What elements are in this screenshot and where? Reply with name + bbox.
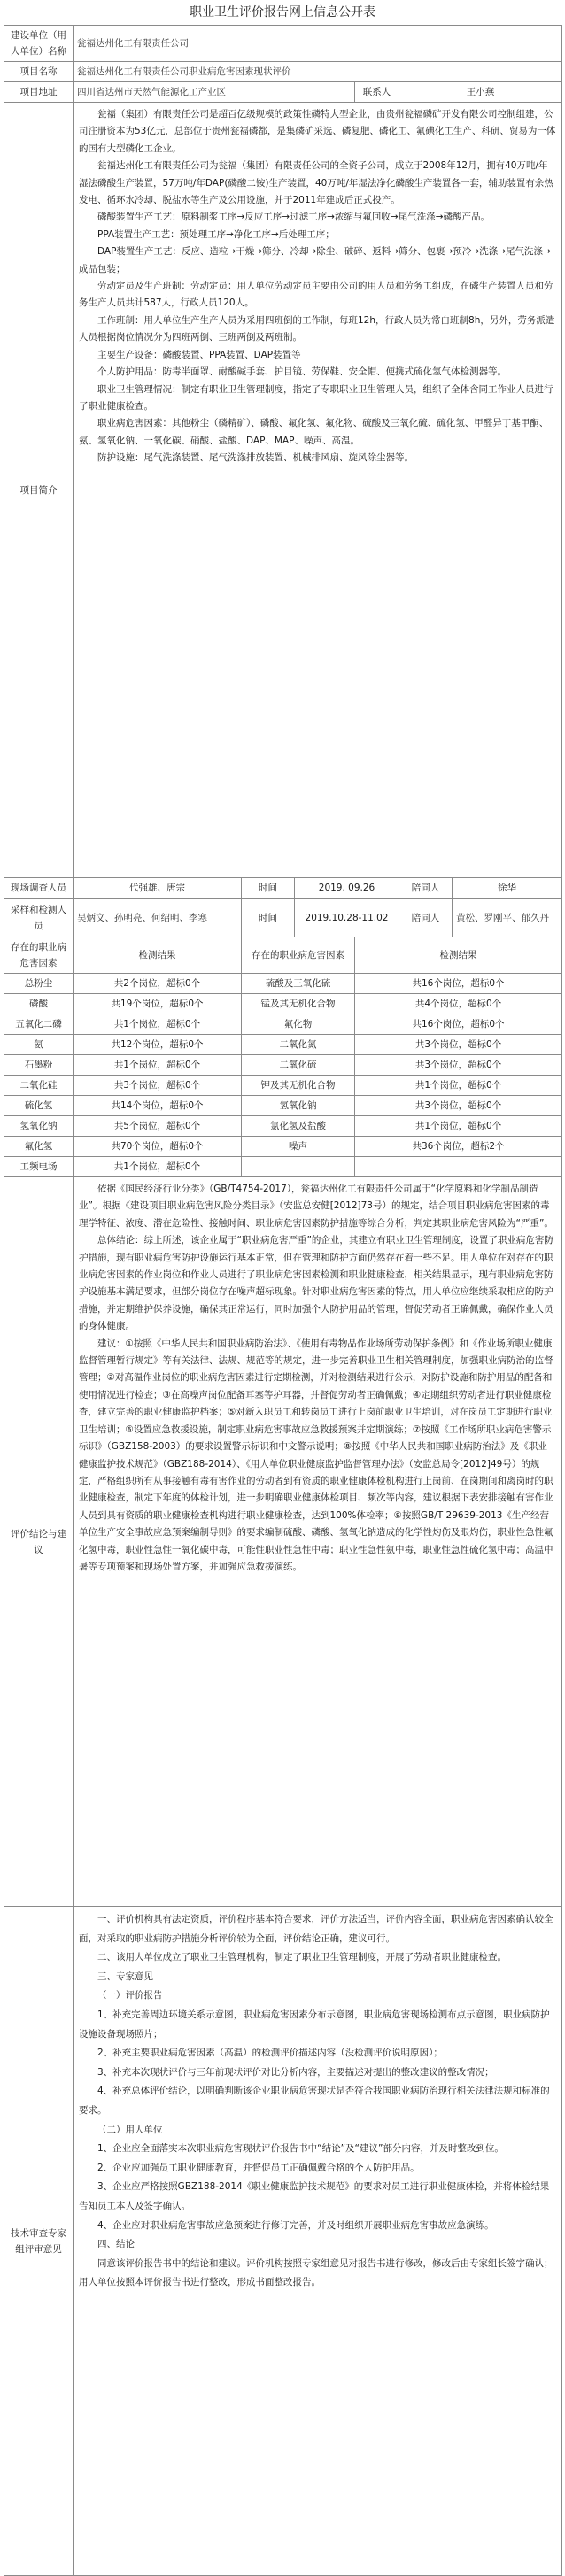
review-item: 4、补充总体评价结论，以明确判断该企业职业病危害现状是否符合我国职业病防治现行相关法律法规和标准的要求。 bbox=[79, 2086, 550, 2116]
survey-label: 现场调查人员 bbox=[4, 878, 74, 899]
sampling-escort-label: 陪同人 bbox=[399, 899, 453, 937]
hazard-result: 共3个岗位，超标0个 bbox=[74, 1076, 242, 1096]
profile-paragraph: 职业卫生管理情况：制定有职业卫生管理制度，指定了专职职业卫生管理人员，组织了全体含同工作业人员进行了职业健康检查。 bbox=[79, 383, 553, 412]
hazard-result: 共70个岗位，超标0个 bbox=[74, 1137, 242, 1157]
conclusion-label: 评价结论与建议 bbox=[4, 1177, 74, 1907]
project-address-value: 四川省达州市天然气能源化工产业区 bbox=[74, 82, 355, 103]
hazard-factor: 二氧化氮 bbox=[242, 1035, 355, 1055]
hazard-factor: 氨 bbox=[4, 1035, 74, 1055]
sampling-escort-value: 黄松、罗刚平、郁久丹 bbox=[453, 899, 562, 937]
profile-paragraph: 防护设施：尾气洗涤装置、尾气洗涤排放装置、机械排风扇、旋风除尘器等。 bbox=[97, 452, 414, 464]
hazard-result: 共1个岗位，超标0个 bbox=[355, 1076, 562, 1096]
hazard-result bbox=[355, 1157, 562, 1177]
hazard-result: 共19个岗位，超标0个 bbox=[74, 994, 242, 1014]
profile-paragraph: DAP装置生产工艺：反应、造粒→干燥→筛分、冷却→除尘、破碎、返料→筛分、包裹→预冷→洗涤→尾气洗涤→成品包装； bbox=[79, 246, 551, 274]
hazard-factor: 氟化物 bbox=[242, 1014, 355, 1035]
profile-content bbox=[74, 103, 562, 878]
review-item: 3、企业应严格按照GBZ188-2014《职业健康监护技术规范》的要求对员工进行职业健康体检，并将体检结果告知员工本人及签字确认。 bbox=[79, 2181, 550, 2211]
review-item: 四、结论 bbox=[97, 2239, 135, 2250]
hazard-result: 共12个岗位，超标0个 bbox=[74, 1035, 242, 1055]
table-row bbox=[4, 1096, 562, 1116]
hazard-result: 共1个岗位，超标0个 bbox=[74, 1157, 242, 1177]
table-row bbox=[4, 974, 562, 994]
hazard-factor: 五氧化二磷 bbox=[4, 1014, 74, 1035]
hazard-factor bbox=[242, 1157, 355, 1177]
hazard-factor-header: 存在的职业病危害因素 bbox=[242, 937, 355, 974]
project-name-value: 瓮福达州化工有限责任公司职业病危害因素现状评价 bbox=[74, 62, 562, 82]
profile-paragraph: 个人防护用品：防毒半面罩、耐酸碱手套、护目镜、劳保鞋、安全帽、便携式硫化氢气体检测器等。 bbox=[97, 366, 507, 378]
review-item: 1、企业应全面落实本次职业病危害现状评价报告书中“结论”及“建议”部分内容，并及时整改到位。 bbox=[97, 2143, 504, 2155]
hazard-result: 共1个岗位，超标0个 bbox=[74, 1014, 242, 1035]
hazard-result: 共1个岗位，超标0个 bbox=[74, 1055, 242, 1076]
hazard-result: 共3个岗位，超标0个 bbox=[355, 1035, 562, 1055]
org-value: 瓮福达州化工有限责任公司 bbox=[74, 26, 562, 62]
sampling-time-value: 2019.10.28-11.02 bbox=[295, 899, 399, 937]
review-item: 三、专家意见 bbox=[97, 1971, 153, 1982]
hazard-factor: 工频电场 bbox=[4, 1157, 74, 1177]
table-row bbox=[4, 1116, 562, 1137]
hazard-result: 共14个岗位，超标0个 bbox=[74, 1096, 242, 1116]
org-label: 建设单位（用人单位）名称 bbox=[4, 26, 74, 62]
table-row bbox=[4, 1076, 562, 1096]
hazard-factor: 硫化氢 bbox=[4, 1096, 74, 1116]
contact-value: 王小燕 bbox=[399, 82, 562, 103]
table-row bbox=[4, 1157, 562, 1177]
review-item: 3、补充本次现状评价与三年前现状评价对比分析内容，主要描述对提出的整改建议的整改情况； bbox=[97, 2066, 494, 2078]
hazard-result-header: 检测结果 bbox=[74, 937, 242, 974]
hazard-factor: 氟化氢 bbox=[4, 1137, 74, 1157]
hazard-factor: 锰及其无机化合物 bbox=[242, 994, 355, 1014]
conclusion-paragraph: 建议：①按照《中华人民共和国职业病防治法》、《使用有毒物品作业场所劳动保护条例》和《作业场所职业健康监督管理暂行规定》等有关法律、法规、规范等的规定，进一步完善职业卫生相关管理制度，加强职业病防治的监督管理；②对高温作业岗位的职业病危害因素进行定期检测，并对检测结果进行公示，对防护设施和防护用品的配备和使用情况进行检查；③在高噪声岗位配备耳塞等护耳器，并督促劳动者正确佩戴；④定期组织劳动者进行职业健康检查，建立完善的职业健康监护档案；⑤对新入职员工和转岗员工进行上岗前职业卫生培训，对在岗员工定期进行职业卫生培训；⑥设置应急救援设施，制定职业病危害事故应急救援预案并定期演练；⑦按照《工作场所职业病危害警示标识》（GBZ158-2003）的要求设置警示标识和中文警示说明；⑧按照《中华人民共和国职业病防治法》及《职业健康监护技术规范》（GBZ188-2014）、《用人单位职业健康监护监督管理办法》（安监总局令[2012]49号）的规定，严格组织所有从事接触有毒有害作业的劳动者到有资质的职业健康体检机构进行上岗前、在岗期间和离岗时的职业健康检查，制定下年度的体检计划，进一步明确职业健康体检项目、频次等内容，建议根据下表安排接触有害作业人员到具有资质的职业健康检查机构进行职业健康检查，达到100%体检率；⑨按照GB/T 29639-2013《生产经营单位生产安全事故应急预案编制导则》的要求编制硫酸、磷酸、氢氧化钠造成的化学性灼伤及眼灼伤，职业性急性氟化氢中毒，职业性急性一氧化碳中毒，可能性职业性急性中毒；职业性急性氨中毒，职业性急性硫化氢中毒；高温中暑等专项预案和现场处置方案，并加强应急救援演练。 bbox=[79, 1338, 553, 1572]
hazard-result: 共16个岗位，超标0个 bbox=[355, 1014, 562, 1035]
project-name-label: 项目名称 bbox=[4, 62, 74, 82]
conclusion-paragraph: 依据《国民经济行业分类》（GB/T4754-2017），瓮福达州化工有限责任公司属于“化学原料和化学制品制造业”。根据《建设项目职业病危害风险分类目录》（安监总安健[2012]73号）的规定，结合项目职业病危害因素的毒理学特征、浓度、潜在危险性、接触时间、职业病危害因素防护措施等综合分析，判定其职业病危害风险为“严重”。 bbox=[79, 1184, 553, 1229]
contact-label: 联系人 bbox=[355, 82, 399, 103]
hazard-result: 共3个岗位，超标0个 bbox=[355, 1055, 562, 1076]
hazard-factor: 硫酸及三氧化硫 bbox=[242, 974, 355, 994]
hazard-factor: 二氧化硫 bbox=[242, 1055, 355, 1076]
review-item: （一）评价报告 bbox=[97, 1990, 163, 2001]
survey-people: 代强雄、唐宗 bbox=[74, 878, 242, 899]
table-row bbox=[4, 1055, 562, 1076]
conclusion-paragraph: 总体结论：综上所述，该企业属于“职业病危害严重”的企业，其建立有职业卫生管理制度，设置了职业病危害防护措施，现有职业病危害防护设施运行基本正常，但在管理和防护方面仍然存在着一些不足。用人单位在对存在的职业病危害因素的作业岗位和作业人员进行了职业病危害因素检测和职业健康检查，相关结果显示，现有职业病危害防护设施基本满足要求，但部分岗位存在噪声超标现象。针对职业病危害因素的特点，用人单位应继续采取相应的防护措施，并定期维护保养设施，确保其正常运行，同时加强个人防护用品的管理，督促劳动者正确佩戴，确保作业人员的身体健康。 bbox=[79, 1235, 553, 1332]
review-content bbox=[74, 1907, 562, 2576]
table-row bbox=[4, 1035, 562, 1055]
hazard-factor: 磷酸 bbox=[4, 994, 74, 1014]
hazard-result: 共3个岗位，超标0个 bbox=[355, 1096, 562, 1116]
info-table bbox=[4, 25, 562, 2576]
hazard-result: 共2个岗位，超标0个 bbox=[74, 974, 242, 994]
review-item: 2、补充主要职业病危害因素（高温）的检测评价描述内容（没检测评价说明原因）； bbox=[97, 2048, 443, 2059]
profile-paragraph: 瓮福达州化工有限责任公司为瓮福（集团）有限责任公司的全资子公司，成立于2008年12月，拥有40万吨/年湿法磷酸生产装置，57万吨/年DAP(磷酸二铵)生产装置，40万吨/年湿法净化磷酸生产装置各一套，辅助装置有余热发电、循环水冷却、脱盐水等生产及公用设施，并于2011年建成后正式投产。 bbox=[79, 160, 553, 206]
conclusion-content bbox=[74, 1177, 562, 1907]
hazard-factor: 噪声 bbox=[242, 1137, 355, 1157]
review-label: 技术审查专家组评审意见 bbox=[4, 1907, 74, 2576]
survey-time-label: 时间 bbox=[242, 878, 295, 899]
review-item: 二、该用人单位成立了职业卫生管理机构，制定了职业卫生管理制度，开展了劳动者职业健康检查。 bbox=[97, 1952, 507, 1963]
hazard-factor-header: 存在的职业病危害因素 bbox=[4, 937, 74, 974]
sampling-label: 采样和检测人员 bbox=[4, 899, 74, 937]
hazard-factor: 氢氧化钠 bbox=[242, 1096, 355, 1116]
hazard-factor: 石墨粉 bbox=[4, 1055, 74, 1076]
review-item: 4、企业应对职业病危害事故应急预案进行修订完善，并及时组织开展职业病危害事故应急演练。 bbox=[97, 2219, 494, 2231]
table-row bbox=[4, 994, 562, 1014]
page-title: 职业卫生评价报告网上信息公开表 bbox=[190, 5, 375, 19]
review-item: 一、评价机构具有法定资质，评价程序基本符合要求，评价方法适当，评价内容全面，职业病危害因素确认较全面，对采取的职业病防护措施分析评价较为全面，评价结论正确，建议可行。 bbox=[79, 1914, 553, 1944]
profile-paragraph: 职业病危害因素：其他粉尘（磷精矿）、磷酸、氟化氢、氟化物、硫酸及三氧化硫、硫化氢、甲醛异丁基甲酮、氨、氢氧化钠、一氧化碳、硝酸、盐酸、DAP、MAP、噪声、高温。 bbox=[79, 418, 549, 446]
profile-paragraph: 瓮福（集团）有限责任公司是超百亿级规模的政策性磷特大型企业，由贵州瓮福磷矿开发有限公司控制组建，公司注册资本为53亿元，总部位于贵州瓮福磷都，是集磷矿采选、磷复肥、磷化工、氟碘化工生产、科研、贸易为一体的国有大型磷化工企业。 bbox=[79, 109, 556, 154]
sampling-people: 吴炳文、孙明亮、何绍明、李寒 bbox=[74, 899, 242, 937]
hazard-result: 共36个岗位，超标2个 bbox=[355, 1137, 562, 1157]
review-item: 1、补充完善周边环境关系示意图，职业病危害因素分布示意图，职业病危害现场检测布点示意图，职业病防护设施设备现场照片； bbox=[79, 2009, 550, 2040]
review-item: 2、企业应加强员工职业健康教育，并督促员工正确佩戴合格的个人防护用品。 bbox=[97, 2162, 420, 2173]
survey-time-value: 2019. 09.26 bbox=[295, 878, 399, 899]
survey-escort-label: 陪同人 bbox=[399, 878, 453, 899]
hazard-result: 共4个岗位，超标0个 bbox=[355, 994, 562, 1014]
profile-label: 项目简介 bbox=[4, 103, 74, 878]
table-row bbox=[4, 1014, 562, 1035]
hazard-result-header: 检测结果 bbox=[355, 937, 562, 974]
hazard-factor: 氯化氢及盐酸 bbox=[242, 1116, 355, 1137]
profile-paragraph: 磷酸装置生产工艺：原料制浆工序→反应工序→过滤工序→浓缩与氟回收→尾气洗涤→磷酸产品。 bbox=[97, 212, 490, 223]
hazard-factor: 氢氧化钠 bbox=[4, 1116, 74, 1137]
hazard-factor: 总粉尘 bbox=[4, 974, 74, 994]
profile-paragraph: 工作班制：用人单位生产生产人员为采用四班倒的工作制，每班12h，行政人员为常白班制8h，另外，劳务派遣人员根据岗位情况分为四班两倒、三班两倒及两班制。 bbox=[79, 314, 555, 343]
project-address-label: 项目地址 bbox=[4, 82, 74, 103]
survey-escort-value: 徐华 bbox=[453, 878, 562, 899]
hazard-result: 共1个岗位，超标0个 bbox=[355, 1116, 562, 1137]
table-row bbox=[4, 1137, 562, 1157]
sampling-time-label: 时间 bbox=[242, 899, 295, 937]
review-item: 同意该评价报告书中的结论和建议。评价机构按照专家组意见对报告书进行修改，修改后由专家组长签字确认；用人单位按照本评价报告书进行整改，形成书面整改报告。 bbox=[79, 2257, 553, 2288]
profile-paragraph: PPA装置生产工艺：预处理工序→净化工序→后处理工序； bbox=[97, 228, 335, 240]
hazard-result: 共5个岗位，超标0个 bbox=[74, 1116, 242, 1137]
profile-paragraph: 劳动定员及生产班制：劳动定员：用人单位劳动定员主要由公司的用人员和劳务工组成，在磷生产装置人员和劳务生产人员共计587人，行政人员120人。 bbox=[79, 281, 553, 309]
hazard-factor: 钾及其无机化合物 bbox=[242, 1076, 355, 1096]
profile-paragraph: 主要生产设备：磷酸装置、PPA装置、DAP装置等 bbox=[97, 349, 301, 360]
hazard-factor: 二氧化硅 bbox=[4, 1076, 74, 1096]
review-item: （二）用人单位 bbox=[97, 2124, 163, 2135]
hazard-result: 共16个岗位，超标0个 bbox=[355, 974, 562, 994]
